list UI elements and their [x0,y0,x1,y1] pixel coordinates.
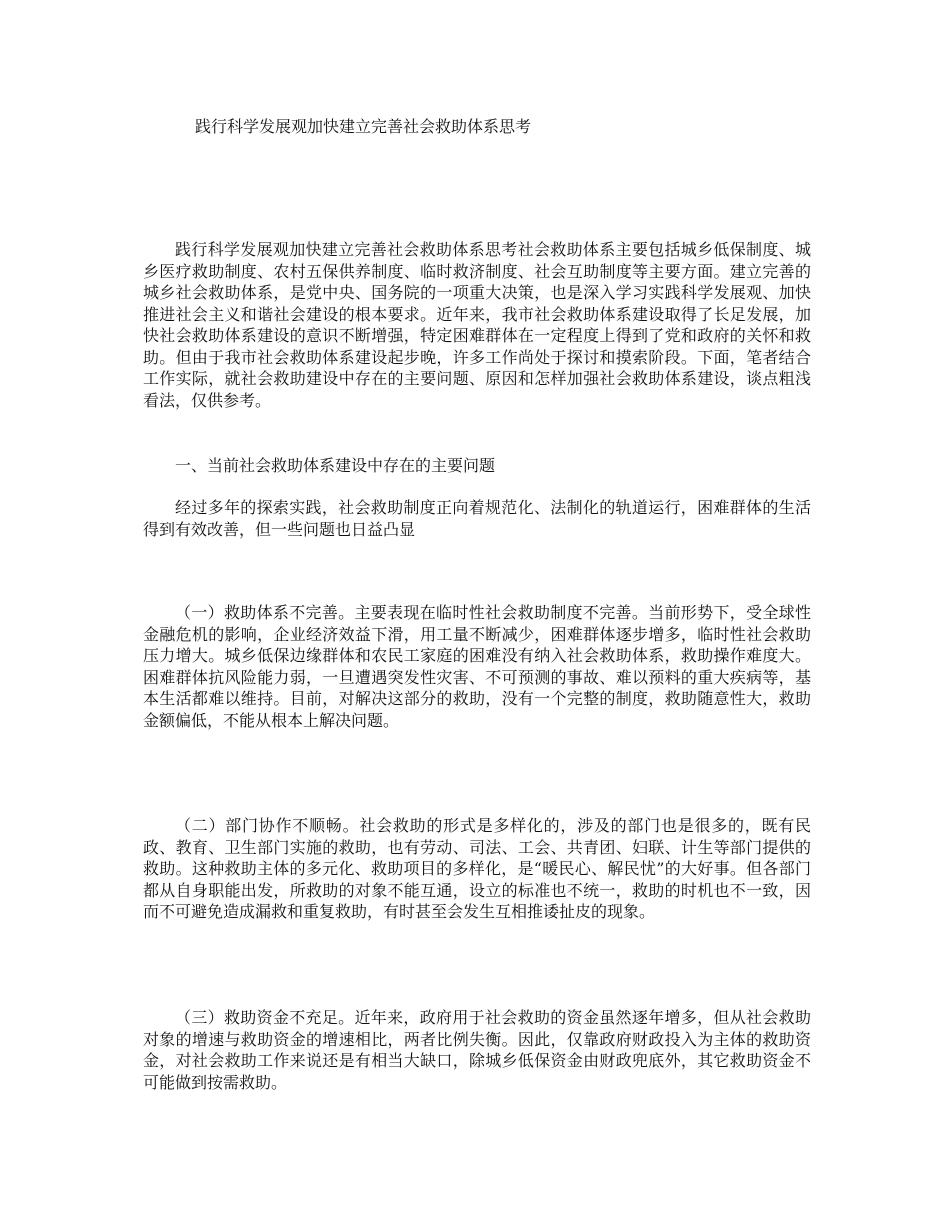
point-two-paragraph: （二）部门协作不顺畅。社会救助的形式是多样化的，涉及的部门也是很多的，既有民政、教育、卫生部门实施的救助，也有劳动、司法、工会、共青团、妇联、计生等部门提供的救助。这种救助主体的多元化、救助项目的多样化，是“暖民心、解民忧”的大好事。但各部门都从自身职能出发，所救助的对象不能互通，设立的标准也不统一，救助的时机也不一致，因而不可避免造成漏救和重复救助，有时甚至会发生互相推诿扯皮的现象。 [143,816,811,921]
section-heading: 一、当前社会救助体系建设中存在的主要问题 [175,456,496,475]
point-three-paragraph: （三）救助资金不充足。近年来，政府用于社会救助的资金虽然逐年增多，但从社会救助对象的增速与救助资金的增速相比，两者比例失衡。因此，仅靠政府财政投入为主体的救助资金，对社会救助工作来说还是有相当大缺口，除城乡低保资金由财政兜底外，其它救助资金不可能做到按需救助。 [143,1008,811,1092]
point-one-paragraph: （一）救助体系不完善。主要表现在临时性社会救助制度不完善。当前形势下，受全球性金融危机的影响，企业经济效益下滑，用工量不断减少，困难群体逐步增多，临时性社会救助压力增大。城乡低保边缘群体和农民工家庭的困难没有纳入社会救助体系，救助操作难度大。困难群体抗风险能力弱，一旦遭遇突发性灾害、不可预测的事故、难以预料的重大疾病等，基本生活都难以维持。目前，对解决这部分的救助，没有一个完整的制度，救助随意性大，救助金额偏低，不能从根本上解决问题。 [143,603,811,730]
section-intro-paragraph: 经过多年的探索实践，社会救助制度正向着规范化、法制化的轨道运行，困难群体的生活得到有效改善，但一些问题也日益凸显 [143,498,811,539]
document-title: 践行科学发展观加快建立完善社会救助体系思考 [195,117,532,136]
intro-paragraph: 践行科学发展观加快建立完善社会救助体系思考社会救助体系主要包括城乡低保制度、城乡医疗救助制度、农村五保供养制度、临时救济制度、社会互助制度等主要方面。建立完善的城乡社会救助体系，是党中央、国务院的一项重大决策，也是深入学习实践科学发展观、加快推进社会主义和谐社会建设的根本要求。近年来，我市社会救助体系建设取得了长足发展，加快社会救助体系建设的意识不断增强，特定困难群体在一定程度上得到了党和政府的关怀和救助。但由于我市社会救助体系建设起步晚，许多工作尚处于探讨和摸索阶段。下面，笔者结合工作实际，就社会救助建设中存在的主要问题、原因和怎样加强社会救助体系建设，谈点粗浅看法，仅供参考。 [143,240,811,410]
